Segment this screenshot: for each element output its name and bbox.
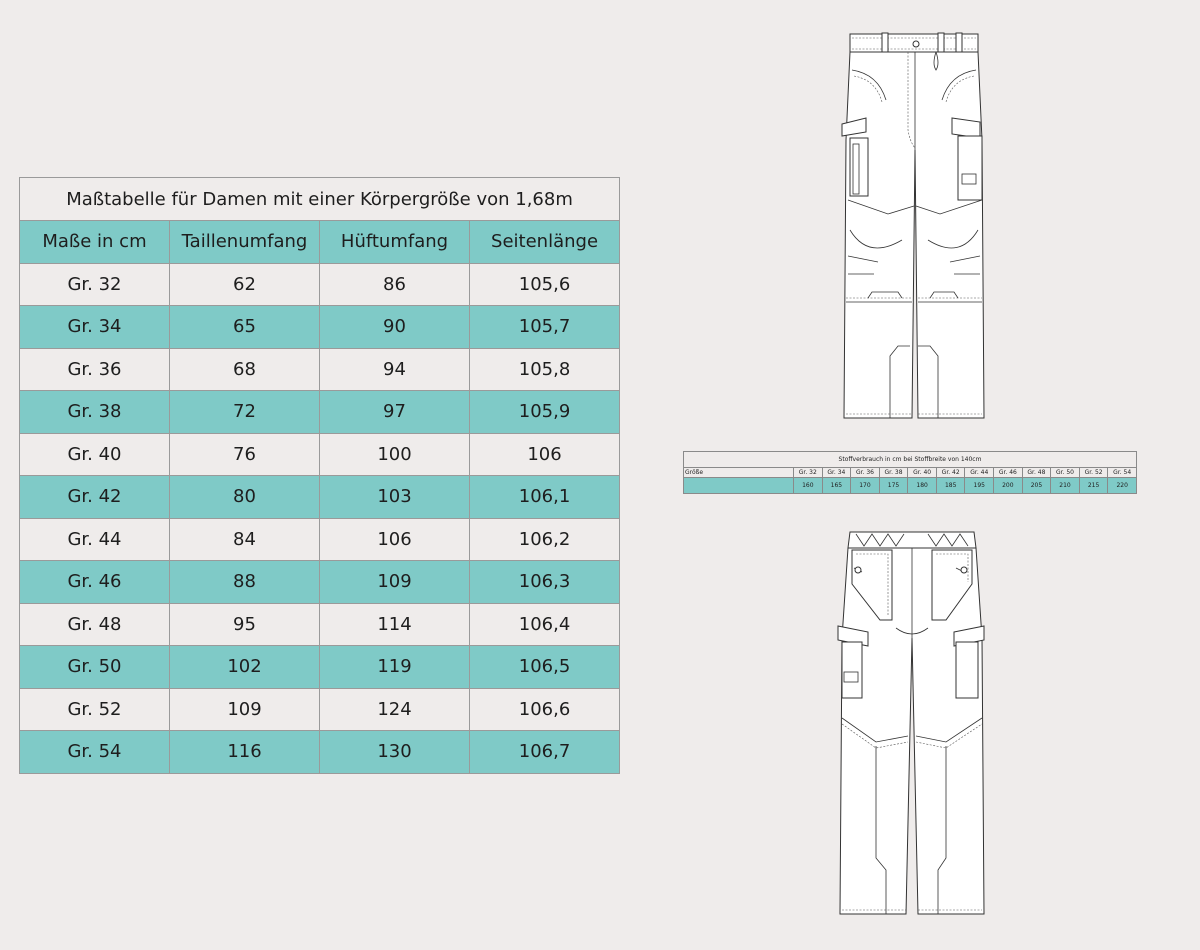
fabric-size-cell: Gr. 42	[936, 468, 965, 478]
fabric-sizes-row	[684, 468, 1137, 478]
table-row	[20, 306, 620, 349]
measurement-cell: 106,1	[470, 476, 620, 519]
fabric-value-cell: 160	[794, 478, 823, 494]
table-row	[20, 561, 620, 604]
size-chart-header-row	[20, 221, 620, 264]
fabric-value-cell: 180	[908, 478, 937, 494]
size-label-cell: Gr. 40	[20, 433, 170, 476]
measurement-cell: 90	[320, 306, 470, 349]
measurement-cell: 119	[320, 646, 470, 689]
size-label-cell: Gr. 34	[20, 306, 170, 349]
fabric-values-row	[684, 478, 1137, 494]
size-label-cell: Gr. 44	[20, 518, 170, 561]
measurement-cell: 106,2	[470, 518, 620, 561]
measurement-cell: 124	[320, 688, 470, 731]
fabric-size-cell: Gr. 48	[1022, 468, 1051, 478]
measurement-cell: 62	[170, 263, 320, 306]
fabric-size-cell: Gr. 32	[794, 468, 823, 478]
table-row	[20, 603, 620, 646]
fabric-size-cell: Gr. 44	[965, 468, 994, 478]
fabric-value-cell: 165	[822, 478, 851, 494]
header-cell: Hüftumfang	[320, 221, 470, 264]
fabric-size-cell: Gr. 50	[1051, 468, 1080, 478]
header-cell: Maße in cm	[20, 221, 170, 264]
size-label-cell: Gr. 32	[20, 263, 170, 306]
fabric-size-cell: Gr. 34	[822, 468, 851, 478]
size-label-cell: Gr. 46	[20, 561, 170, 604]
table-row	[20, 348, 620, 391]
fabric-size-cell: Gr. 38	[879, 468, 908, 478]
measurement-cell: 105,7	[470, 306, 620, 349]
measurement-cell: 105,8	[470, 348, 620, 391]
fabric-size-cell: Gr. 40	[908, 468, 937, 478]
measurement-cell: 72	[170, 391, 320, 434]
measurement-cell: 109	[320, 561, 470, 604]
fabric-value-cell: 200	[994, 478, 1023, 494]
measurement-cell: 102	[170, 646, 320, 689]
measurement-cell: 106,5	[470, 646, 620, 689]
table-row	[20, 263, 620, 306]
fabric-size-cell: Gr. 46	[994, 468, 1023, 478]
fabric-value-cell: 175	[879, 478, 908, 494]
measurement-cell: 88	[170, 561, 320, 604]
measurement-cell: 105,9	[470, 391, 620, 434]
measurement-cell: 106,3	[470, 561, 620, 604]
measurement-cell: 106	[320, 518, 470, 561]
table-row	[20, 646, 620, 689]
measurement-cell: 106,6	[470, 688, 620, 731]
fabric-value-cell: 210	[1051, 478, 1080, 494]
measurement-cell: 105,6	[470, 263, 620, 306]
fabric-value-cell: 195	[965, 478, 994, 494]
fabric-size-cell: Gr. 54	[1108, 468, 1137, 478]
measurement-cell: 116	[170, 731, 320, 774]
fabric-size-cell: Gr. 52	[1079, 468, 1108, 478]
measurement-cell: 84	[170, 518, 320, 561]
measurement-cell: 76	[170, 433, 320, 476]
measurement-cell: 103	[320, 476, 470, 519]
size-label-cell: Gr. 36	[20, 348, 170, 391]
pants-back-view-drawing	[836, 528, 988, 918]
fabric-value-cell: 220	[1108, 478, 1137, 494]
fabric-size-cell: Gr. 36	[851, 468, 880, 478]
fabric-size-label: Größe	[684, 468, 794, 478]
size-label-cell: Gr. 50	[20, 646, 170, 689]
fabric-value-cell: 170	[851, 478, 880, 494]
size-chart-table	[19, 177, 620, 774]
header-cell: Taillenumfang	[170, 221, 320, 264]
measurement-cell: 100	[320, 433, 470, 476]
measurement-cell: 65	[170, 306, 320, 349]
fabric-value-cell: 185	[936, 478, 965, 494]
measurement-cell: 95	[170, 603, 320, 646]
fabric-value-empty	[684, 478, 794, 494]
size-label-cell: Gr. 42	[20, 476, 170, 519]
pants-front-view-drawing	[838, 30, 990, 422]
measurement-cell: 109	[170, 688, 320, 731]
table-row	[20, 731, 620, 774]
fabric-value-cell: 205	[1022, 478, 1051, 494]
measurement-cell: 106,7	[470, 731, 620, 774]
fabric-consumption-table	[683, 451, 1137, 494]
size-label-cell: Gr. 54	[20, 731, 170, 774]
measurement-cell: 130	[320, 731, 470, 774]
size-label-cell: Gr. 48	[20, 603, 170, 646]
table-row	[20, 688, 620, 731]
measurement-cell: 97	[320, 391, 470, 434]
measurement-cell: 86	[320, 263, 470, 306]
measurement-cell: 94	[320, 348, 470, 391]
measurement-cell: 68	[170, 348, 320, 391]
table-row	[20, 433, 620, 476]
measurement-cell: 106	[470, 433, 620, 476]
fabric-table-title: Stoffverbrauch in cm bei Stoffbreite von 140cm	[684, 452, 1137, 468]
table-row	[20, 476, 620, 519]
measurement-cell: 80	[170, 476, 320, 519]
size-chart-title: Maßtabelle für Damen mit einer Körpergröße von 1,68m	[20, 178, 620, 221]
measurement-cell: 114	[320, 603, 470, 646]
fabric-value-cell: 215	[1079, 478, 1108, 494]
table-row	[20, 391, 620, 434]
measurement-cell: 106,4	[470, 603, 620, 646]
size-label-cell: Gr. 52	[20, 688, 170, 731]
table-row	[20, 518, 620, 561]
size-label-cell: Gr. 38	[20, 391, 170, 434]
header-cell: Seitenlänge	[470, 221, 620, 264]
